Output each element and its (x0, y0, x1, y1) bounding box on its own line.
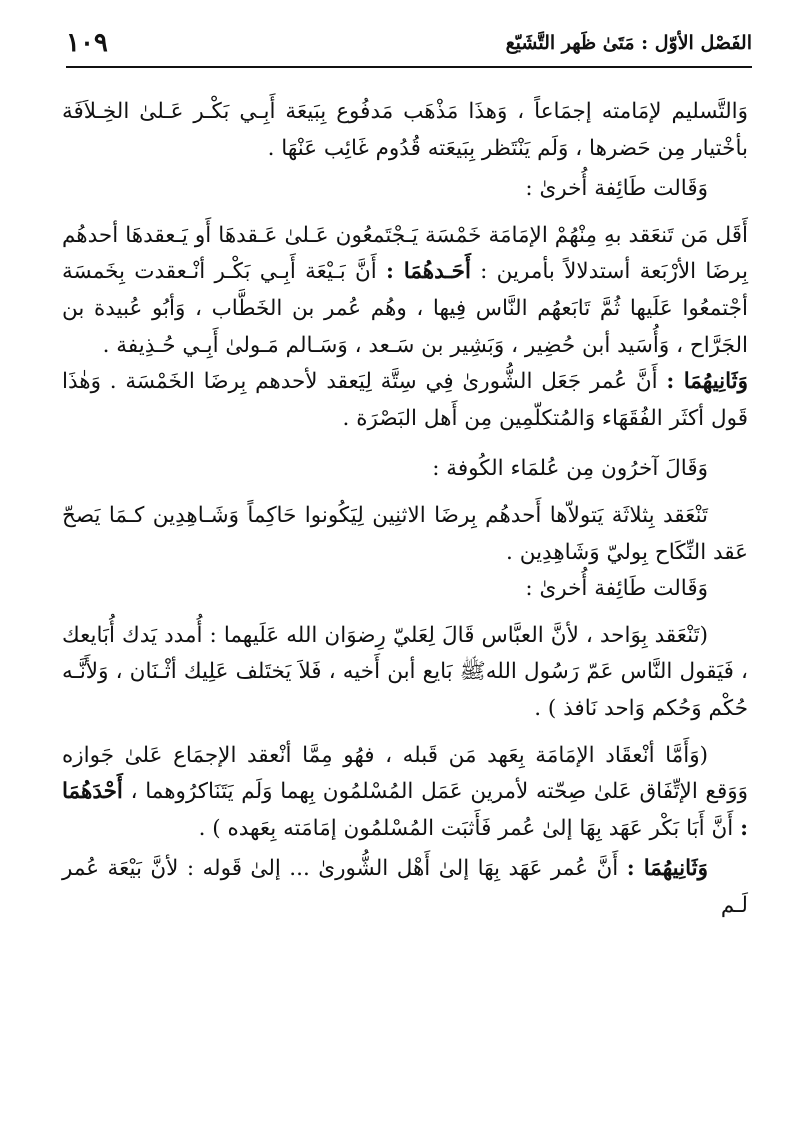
paragraph-8 (62, 618, 748, 728)
paragraph-10 (62, 851, 748, 924)
paragraph-2-text: وَقَالت طَائِفة أُخرىٰ : (525, 176, 708, 202)
paragraph-6-text: تَنْعَقد بِثلاثَة يَتولاّها أَحدهُم بِرضَا الاثنِين لِيَكُونوا حَاكِماً وَشَـاهِدِين كـمَا يَصحّ عَقد النِّكَاح بِوليّ وَشَاهِدِين . (62, 502, 748, 565)
page-body (62, 94, 748, 924)
paragraph-4 (62, 364, 748, 437)
paragraph-3-label: أَحَـدهُمَا : (385, 259, 471, 285)
paragraph-9-text: (وَأَمَّا أنْعقَاد الإمَامَة بِعَهد مَن قَبله ، فهُو مِمَّا أنْعقد الإجمَاع عَلىٰ جَوازه وَوَقع الإتِّفَاق عَلىٰ صِحّته لأمرين عَمَل المُسْلمُون بِهما وَلَم يَتَنَاكرُوهما ، (62, 742, 748, 805)
chapter-title: الفَصْل الأوّل : مَتَىٰ ظَهر التَّشَيّع (505, 32, 752, 54)
paragraph-4-rest: أَنَّ عُمر جَعَل الشُّورىٰ فِي سِتَّة لِيَعقد لأحدهم بِرضَا الخَمْسَة . وَهٰذَا قَول أكثَر الفُقَهَاء وَالمُتكلّمِين مِن أَهل البَصْرَة . (62, 369, 748, 431)
paragraph-5 (62, 451, 748, 488)
paragraph-9 (62, 738, 748, 848)
header-divider (66, 66, 752, 68)
paragraph-7-text: وَقَالت طَائِفة أُخرىٰ : (525, 576, 708, 602)
paragraph-4-label: وَثَانِيهُمَا : (666, 369, 748, 395)
paragraph-1-text: وَالتَّسليم لإمَامته إجمَاعاً ، وَهذَا مَذْهَب مَدفُوع بِبَيعَة أَبِـي بَكْـر عَـلىٰ الخِـلاَفَة بأخْتيار مِن حَضرها ، وَلَم يَنْتَظر بِبَيعَته قُدُوم غَائِب عَنْهَا . (62, 99, 748, 161)
paragraph-9-label: أَحْدَهُمَا : (62, 779, 748, 841)
paragraph-2 (62, 171, 748, 208)
paragraph-9-rest: أَنَّ أَبَا بَكْر عَهَد بِهَا إلىٰ عُمر فَأَثبَت المُسْلمُون إمَامَته بِعَهده ) . (198, 815, 734, 841)
page-number: ١٠٩ (66, 28, 108, 58)
paragraph-10-label: وَثَانِيهُمَا : (626, 856, 709, 882)
paragraph-6 (62, 498, 748, 571)
paragraph-7 (62, 571, 748, 608)
paragraph-1 (62, 94, 748, 167)
running-header (66, 26, 752, 66)
paragraph-5-text: وَقَالَ آخرُون مِن عُلمَاء الكُوفة : (432, 456, 708, 482)
paragraph-10-rest: أَنَّ عُمر عَهَد بِهَا إلىٰ أَهْل الشُّورىٰ ... إلىٰ قَوله : لأنَّ بَيْعَة عُمر لَـم (62, 856, 748, 918)
paragraph-3-lead: أَقَل مَن تَنعَقد بهِ مِنْهُمْ الإمَامَة خَمْسَة يَـجْتَمعُون عَـلىٰ عَـقدهَا أَو يَـعقدهَا أحدهُم بِرضَا الأرْبَعة أستدلالاً بأمرين : (62, 222, 748, 285)
paragraph-3-rest: أَنَّ بَـيْعَة أَبِـي بَكْـر أنْـعقدت بِخَمسَة أجْتمعُوا عَلَيها ثُمَّ تَابَعهُم النَّاس فِيها ، وهُم عُمر بن الخَطَّاب ، وَأبُو عُبيدة بن الجَرَّاح ، وَأُسَيد أبن حُضِير ، وَبَشِير بن سَـعد ، وَسَـالم مَـولىٰ أَبِـي حُـذِيفة . (62, 259, 748, 358)
paragraph-8-text: (تَنْعَقد بِوَاحد ، لأنَّ العبَّاس قَالَ لِعَليّ رِضوَان الله عَلَيهما : أُمدد يَدك أُبَايعك ، فَيَقول النَّاس عَمّ رَسُول اللهﷺ بَايع أبن أَخيه ، فَلاَ يَختَلف عَلِيك أثْـنَان ، وَلأَنَّـه حُكْم وَحُكم وَاحد نَافذ ) . (62, 622, 748, 721)
paragraph-3 (62, 218, 748, 364)
